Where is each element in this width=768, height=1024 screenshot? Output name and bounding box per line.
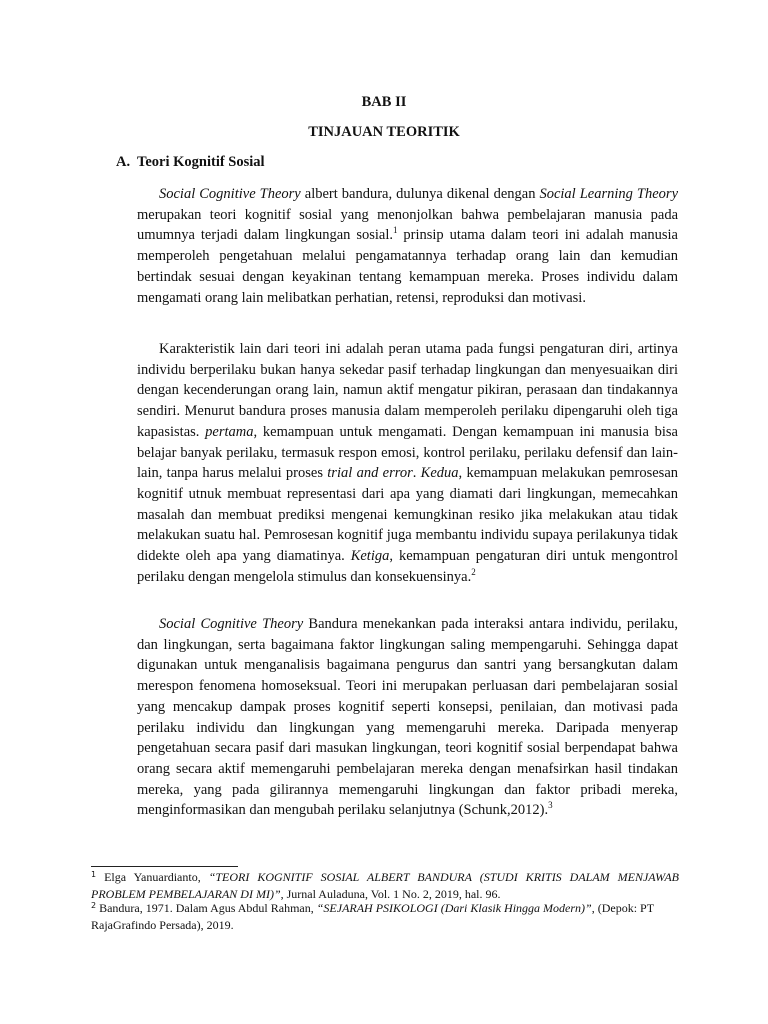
- footnote-mark: 2: [91, 901, 97, 910]
- footnote-separator: [91, 866, 238, 867]
- paragraph-text: , kemampuan melakukan pemrosesan kognitif utnuk membuat representasi dari apa yang diamati dari lingkungan, memecahkan masalah dan membuat prediksi mengenai kemungkinan resiko jika melakukan atau tidak melakukan suatu hal. Pemrosesan kognitif juga membantu individu supaya perilakunya tidak didekte oleh apa yang diamatinya.: [137, 465, 679, 565]
- paragraph-text: , kemampuan untuk mengamati. Dengan kemampuan ini manusia bisa belajar banyak perilaku, termasuk respon emosi, kontrol perilaku, perilaku defensif dan lain-lain, tanpa harus melalui proses: [137, 423, 678, 482]
- footnote-mark: 1: [91, 870, 97, 879]
- paragraph-3: [137, 614, 678, 821]
- footnote-ref[interactable]: 1: [392, 225, 398, 236]
- paragraph-1: [137, 184, 678, 308]
- footnote-2: [91, 900, 679, 934]
- italic-term: Ketiga: [350, 548, 390, 565]
- paragraph-text: prinsip utama dalam teori ini adalah manusia memperoleh pengetahuan melalui pengamatannya terhadap orang lain dan kemudian bertindak sesuai dengan keyakinan tentang kemampuan mereka. Proses individu dalam mengamati orang lain melibatkan perhatian, retensi, reproduksi dan motivasi.: [137, 227, 678, 306]
- paragraph-text: , kemampuan pengaturan diri untuk mengontrol perilaku dengan mengelola stimulus dan konsekuensinya.: [137, 548, 678, 585]
- footnote-text: , Jurnal Auladuna, Vol. 1 No. 2, 2019, hal. 96.: [280, 887, 501, 901]
- paragraph-text: merupakan teori kognitif sosial yang menonjolkan bahwa pembelajaran manusia pada umumnya terjadi dalam lingkungan sosial.: [137, 206, 678, 244]
- footnote-title: “SEJARAH PSIKOLOGI (Dari Klasik Hingga Modern)”: [316, 901, 592, 915]
- italic-term: Social Cognitive Theory: [159, 186, 301, 202]
- paragraph-text: Bandura menekankan pada interaksi antara individu, perilaku, dan lingkungan, serta bagaimana faktor lingkungan saling mempengaruhi. Sehingga dapat digunakan untuk menganalisis bagaimana pengurus dan santri yang bersangkutan dalam merespon fenomena homoseksual. Teori ini merupakan perluasan dari pembelajaran sosial yang mencakup dampak proses kognitif seperti konsepsi, penilaian, dan motivasi pada perilaku individu dan lingkungan yang memengaruhi mereka. Daripada menyerap pengetahuan secara pasif dari masukan lingkungan, teori kognitif sosial berpendapat bahwa orang secara aktif memengaruhi pembelajaran mereka dengan menafsirkan hasil tindakan mereka, yang pada gilirannya memengaruhi lingkungan dan faktor pribadi mereka, menginformasikan dan mengubah perilaku selanjutnya (Schunk,2012).: [137, 616, 679, 819]
- italic-term: Social Cognitive Theory: [159, 616, 304, 632]
- paragraph-text: Karakteristik lain dari teori ini adalah peran utama pada fungsi pengaturan diri, artinya individu berperilaku bukan hanya sekedar pasif terhadap lingkungan dan menyesuaikan diri dengan kecenderungan orang lain, namun aktif mengatur pikiran, perasaan dan tindakannya sendiri. Menurut bandura proses manusia dalam memperoleh perilaku dipengaruhi oleh tiga kapasistas.: [137, 341, 678, 440]
- footnote-title: “TEORI KOGNITIF SOSIAL ALBERT BANDURA (STUDI KRITIS DALAM MENJAWAB PROBLEM PEMBELAJARAN DI MI)”: [91, 870, 679, 901]
- italic-term: Kedua: [420, 465, 459, 482]
- footnote-1: [91, 869, 679, 903]
- footnote-ref[interactable]: 3: [548, 800, 553, 811]
- chapter-title: TINJAUAN TEORITIK: [308, 124, 460, 140]
- paragraph-text: .: [412, 465, 421, 482]
- italic-term: Social Learning Theory: [539, 186, 678, 202]
- section-number: A.: [116, 154, 131, 170]
- paragraph-text: albert bandura, dulunya dikenal dengan: [300, 186, 540, 202]
- footnote-text: Bandura, 1971. Dalam Agus Abdul Rahman,: [96, 901, 317, 915]
- footnote-text: Elga Yanuardianto,: [96, 870, 209, 884]
- italic-term: trial and error: [327, 465, 413, 482]
- footnote-ref[interactable]: 2: [471, 566, 476, 577]
- footnote-text: , (Depok: PT RajaGrafindo Persada), 2019.: [91, 901, 654, 932]
- chapter-heading: BAB II: [361, 94, 407, 110]
- italic-term: pertama: [205, 423, 254, 440]
- paragraph-2: [137, 339, 678, 587]
- section-title: Teori Kognitif Sosial: [137, 154, 265, 170]
- section-heading: [116, 154, 265, 171]
